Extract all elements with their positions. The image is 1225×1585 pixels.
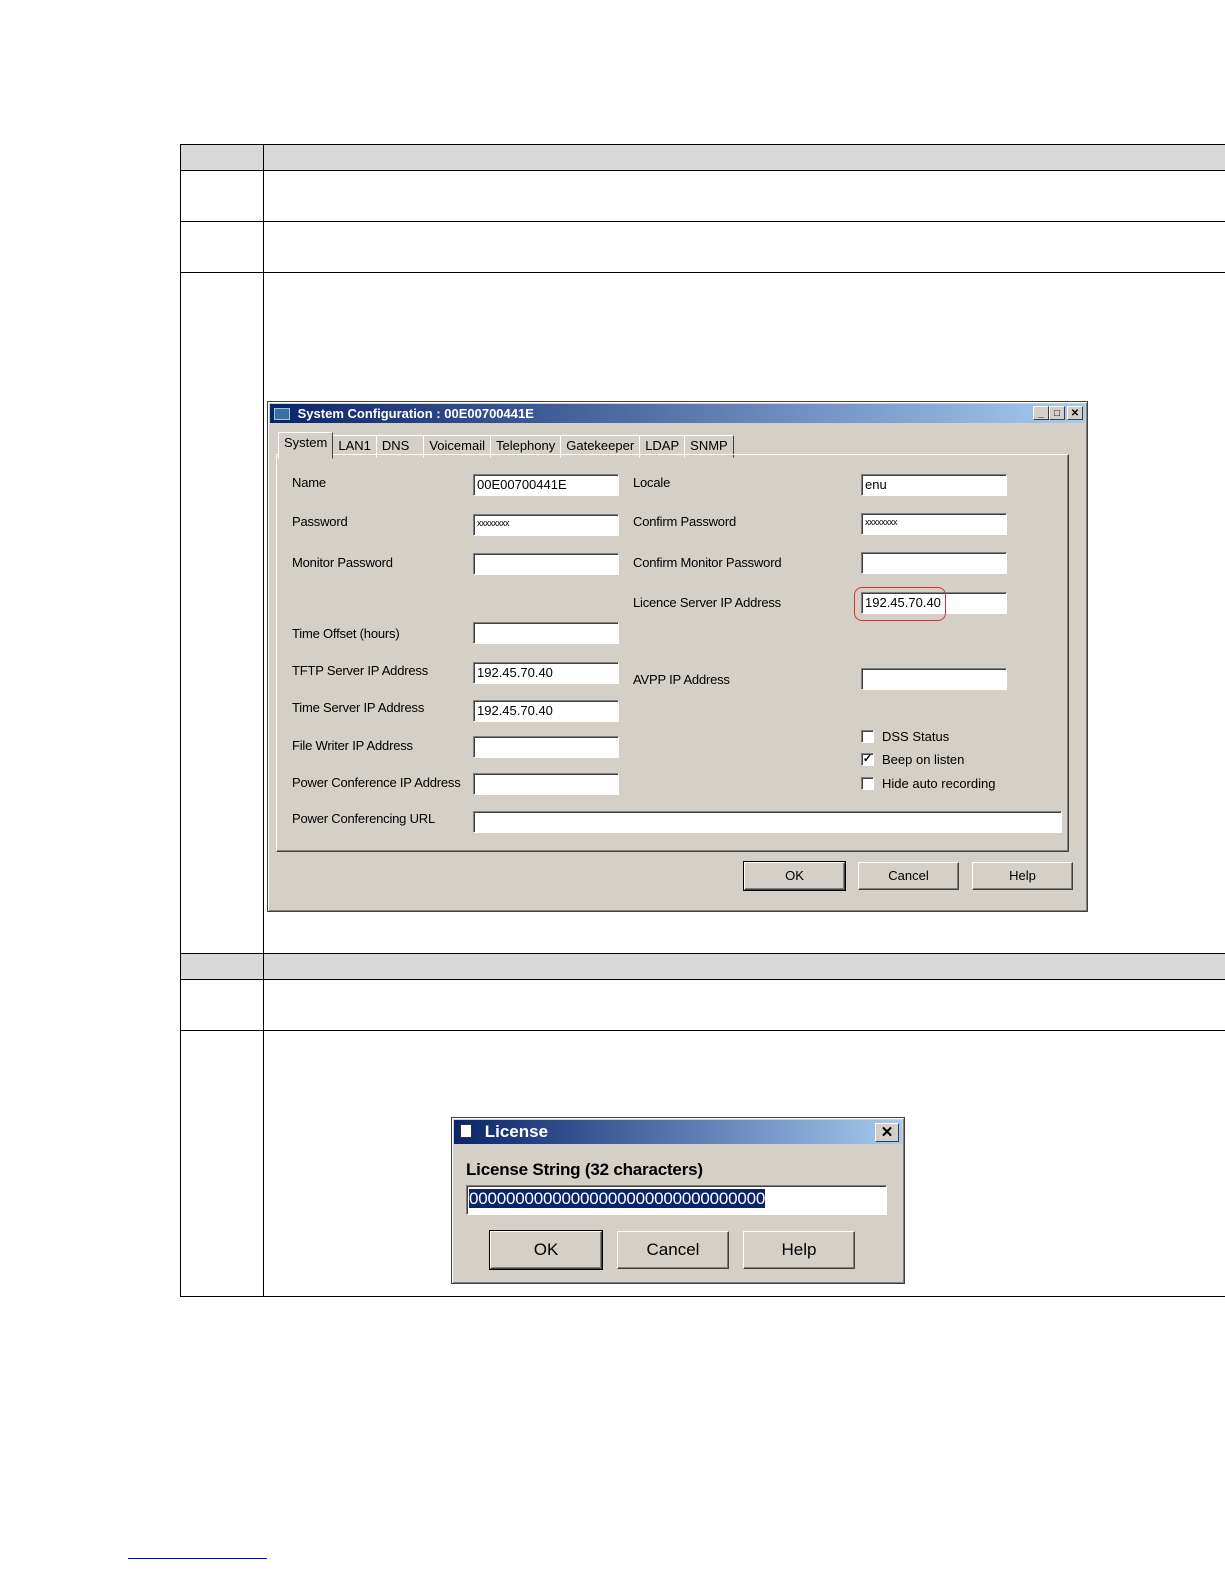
beep-on-listen-checkbox[interactable] [861, 752, 964, 767]
system-tab-panel [276, 454, 1069, 852]
power-conferencing-url-label: Power Conferencing URL [292, 811, 436, 826]
beep-on-listen-label: Beep on listen [882, 752, 965, 767]
name-field[interactable]: 00E00700441E [473, 474, 619, 496]
ok-button[interactable]: OK [744, 862, 845, 890]
time-offset-field[interactable] [473, 622, 619, 644]
cancel-button[interactable]: Cancel [858, 862, 959, 890]
monitor-password-field[interactable] [473, 553, 619, 575]
help-button[interactable]: Help [972, 862, 1073, 890]
power-conferencing-url-field[interactable] [473, 811, 1062, 833]
licence-server-field[interactable]: 192.45.70.40 [861, 592, 1007, 614]
hide-auto-recording-label: Hide auto recording [882, 776, 996, 791]
tab-voicemail[interactable]: Voicemail [423, 435, 491, 458]
document-icon [460, 1124, 472, 1138]
hide-auto-recording-checkbox[interactable] [861, 776, 995, 791]
tftp-server-field[interactable]: 192.45.70.40 [473, 662, 619, 684]
confirm-password-field[interactable]: xxxxxxxx [861, 513, 1007, 535]
password-label: Password [292, 514, 348, 529]
locale-label: Locale [633, 475, 671, 490]
table-row [181, 980, 1225, 1031]
power-conference-ip-label: Power Conference IP Address [292, 775, 461, 790]
name-label: Name [292, 475, 326, 490]
license-string-value: 00000000000000000000000000000000 [469, 1189, 766, 1208]
beep-on-listen-box[interactable]: ✓ [862, 753, 873, 765]
license-title: License [484, 1122, 549, 1141]
file-writer-field[interactable] [473, 736, 619, 758]
avpp-ip-label: AVPP IP Address [633, 672, 730, 687]
maximize-button[interactable]: □ [1049, 406, 1065, 420]
license-cancel-button[interactable]: Cancel [617, 1231, 729, 1269]
confirm-monitor-password-field[interactable] [861, 552, 1007, 574]
tab-telephony[interactable]: Telephony [490, 435, 561, 458]
table-row [181, 222, 1225, 273]
tftp-server-label: TFTP Server IP Address [292, 663, 429, 678]
license-ok-button[interactable]: OK [490, 1231, 602, 1269]
tab-dns[interactable]: DNS [376, 435, 424, 458]
confirm-monitor-password-label: Confirm Monitor Password [633, 555, 782, 570]
close-button[interactable]: ✕ [1067, 406, 1083, 420]
tab-ldap[interactable]: LDAP [639, 435, 685, 458]
licence-server-highlight [854, 587, 946, 621]
tab-lan1[interactable]: LAN1 [332, 435, 377, 458]
time-offset-label: Time Offset (hours) [292, 626, 400, 641]
power-conference-ip-field[interactable] [473, 773, 619, 795]
table-header-row [181, 145, 1225, 171]
confirm-password-label: Confirm Password [633, 514, 736, 529]
time-server-label: Time Server IP Address [292, 700, 425, 715]
dialog-title: System Configuration : 00E00700441E [297, 406, 534, 421]
file-writer-label: File Writer IP Address [292, 738, 413, 753]
license-string-label: License String (32 characters) [466, 1160, 703, 1179]
license-dialog [451, 1117, 905, 1284]
dialog-titlebar[interactable] [270, 404, 1085, 423]
system-configuration-dialog [267, 401, 1088, 912]
table-header-row [181, 954, 1225, 980]
tab-system[interactable]: System [278, 432, 333, 459]
table-row [181, 171, 1225, 222]
monitor-password-label: Monitor Password [292, 555, 393, 570]
license-help-button[interactable]: Help [743, 1231, 855, 1269]
license-string-field[interactable] [466, 1185, 887, 1215]
hide-auto-recording-box[interactable] [861, 777, 874, 790]
footnote-separator [128, 1558, 267, 1559]
licence-server-label: Licence Server IP Address [633, 595, 781, 610]
tab-gatekeeper[interactable]: Gatekeeper [560, 435, 640, 458]
dss-status-label: DSS Status [882, 729, 950, 744]
minimize-button[interactable]: _ [1033, 406, 1049, 420]
tab-snmp[interactable]: SNMP [684, 435, 734, 458]
license-close-button[interactable]: ✕ [875, 1123, 899, 1142]
time-server-field[interactable]: 192.45.70.40 [473, 700, 619, 722]
password-field[interactable]: xxxxxxxx [473, 514, 619, 536]
dss-status-box[interactable] [861, 730, 874, 743]
license-titlebar[interactable] [454, 1120, 902, 1144]
avpp-ip-field[interactable] [861, 668, 1007, 690]
app-icon [274, 408, 290, 420]
locale-field[interactable]: enu [861, 474, 1007, 496]
dss-status-checkbox[interactable] [861, 729, 949, 744]
